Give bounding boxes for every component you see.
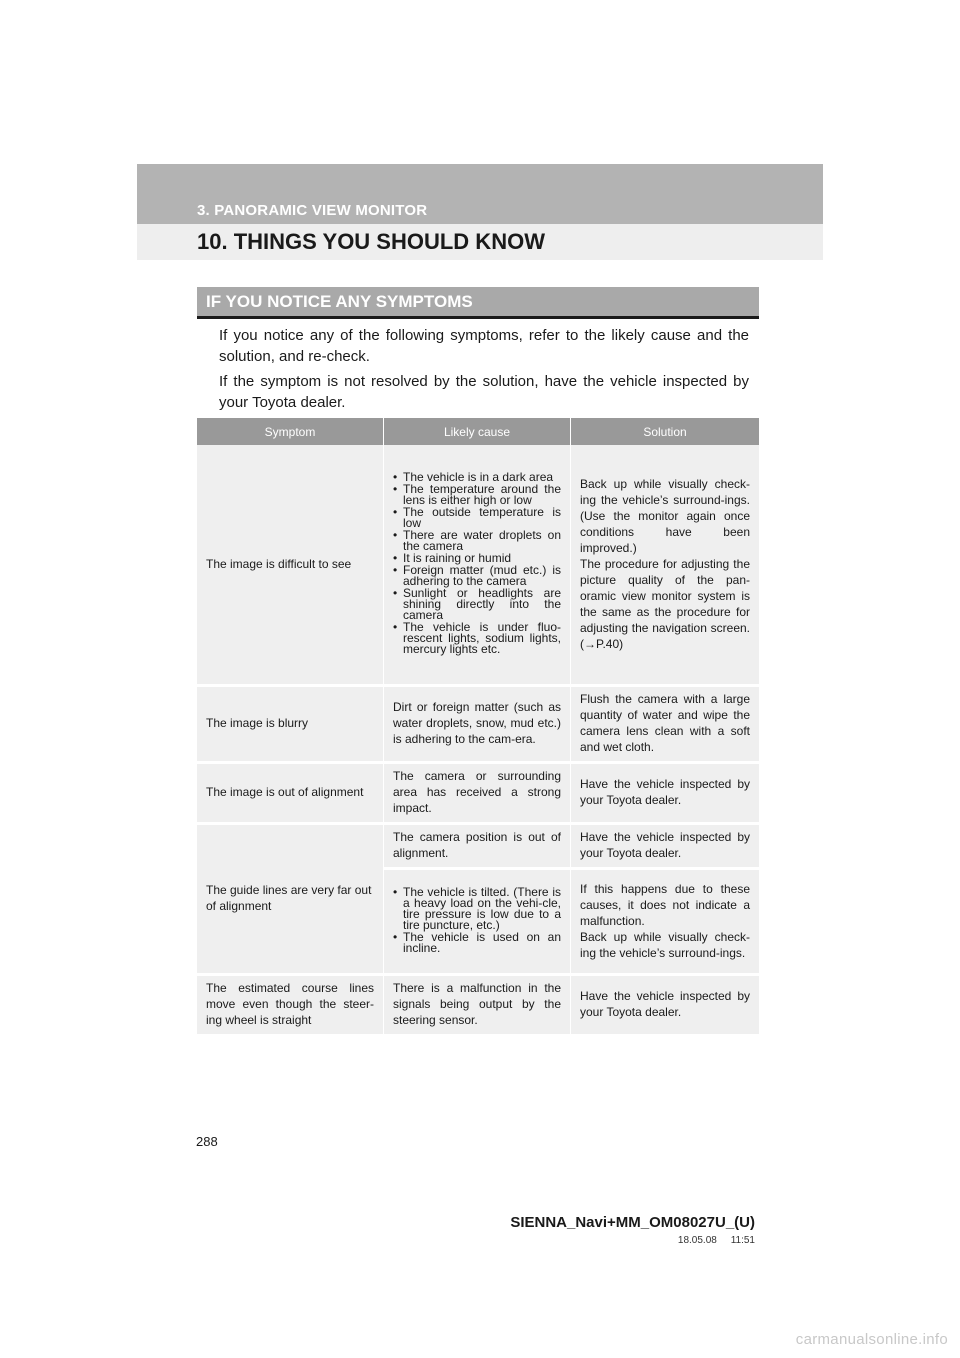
table-row	[197, 445, 759, 687]
solution-cell: Flush the camera with a large quantity of water and wipe the camera lens clean with a soft and wet cloth.	[571, 687, 759, 764]
header-solution: Solution	[571, 418, 759, 445]
page-number: 288	[196, 1134, 218, 1149]
page-title: 10. THINGS YOU SHOULD KNOW	[197, 229, 545, 254]
list-item: • Foreign matter (mud etc.) is adhering to the camera	[393, 565, 561, 587]
cause-cell: There is a malfunction in the signals being output by the steering sensor.	[384, 976, 571, 1037]
solution-cell: Have the vehicle inspected by your Toyota dealer.	[571, 764, 759, 825]
intro-paragraph-1: If you notice any of the following symptoms, refer to the likely cause and the solution, and re-check.	[219, 327, 749, 365]
solution-cell: Have the vehicle inspected by your Toyota dealer.	[571, 976, 759, 1037]
cause-list	[393, 884, 561, 955]
solution-cell: Have the vehicle inspected by your Toyota dealer.	[571, 825, 759, 870]
symptom-cell: The guide lines are very far out of alignment	[197, 825, 384, 976]
table-row	[197, 976, 759, 1037]
document-timestamp: 18.05.08 11:51	[677, 1235, 755, 1246]
section-label: 3. PANORAMIC VIEW MONITOR	[197, 202, 428, 219]
list-item: • Sunlight or headlights are shining directly into the camera	[393, 588, 561, 621]
list-item: • It is raining or humid	[393, 553, 561, 564]
document-id: SIENNA_Navi+MM_OM08027U_(U)	[510, 1214, 755, 1231]
subsection-title: IF YOU NOTICE ANY SYMPTOMS	[206, 292, 473, 311]
table-row	[197, 825, 759, 870]
table-row	[197, 687, 759, 764]
cause-cell	[384, 445, 571, 687]
list-item: • The temperature around the lens is either high or low	[393, 484, 561, 506]
title-bar	[137, 224, 823, 260]
solution-cell	[571, 870, 759, 976]
header-symptom: Symptom	[197, 418, 384, 445]
symptom-cell: The image is difficult to see	[197, 445, 384, 687]
list-item: • The outside temperature is low	[393, 507, 561, 529]
solution-cell	[571, 445, 759, 687]
cause-cell: The camera position is out of alignment.	[384, 825, 571, 870]
solution-text: If this happens due to these causes, it does not indicate a malfunction.	[580, 881, 750, 928]
solution-text: Back up while visually check-ing the vehicle’s surround-ings. (Use the monitor again once conditions have been improved.)	[580, 476, 750, 555]
list-item: • The vehicle is tilted. (There is a heavy load on the vehi-cle, tire pressure is low due to a tire puncture, etc.)	[393, 887, 561, 931]
solution-text: Back up while visually check-ing the vehicle’s surround-ings.	[580, 929, 750, 960]
watermark: carmanualsonline.info	[795, 1331, 948, 1348]
header-likely-cause: Likely cause	[384, 418, 571, 445]
cause-cell	[384, 870, 571, 976]
table-header-row	[197, 418, 759, 445]
symptom-table	[197, 418, 759, 1037]
cause-list	[393, 469, 561, 656]
header-bar	[137, 164, 823, 224]
table-row	[197, 764, 759, 825]
subsection-bar	[197, 287, 759, 319]
list-item: • The vehicle is in a dark area	[393, 472, 561, 483]
list-item: • The vehicle is under fluo-rescent lights, sodium lights, mercury lights etc.	[393, 622, 561, 655]
cause-cell: The camera or surrounding area has received a strong impact.	[384, 764, 571, 825]
symptom-cell: The estimated course lines move even though the steer-ing wheel is straight	[197, 976, 384, 1037]
list-item: • The vehicle is used on an incline.	[393, 932, 561, 954]
symptom-cell: The image is blurry	[197, 687, 384, 764]
list-item: • There are water droplets on the camera	[393, 530, 561, 552]
symptom-cell: The image is out of alignment	[197, 764, 384, 825]
intro-paragraph-2: If the symptom is not resolved by the solution, have the vehicle inspected by your Toyota dealer.	[219, 373, 749, 411]
solution-text: The procedure for adjusting the picture quality of the pan-oramic view monitor system is the same as the procedure for adjusting the navigation screen. (→P.40)	[580, 556, 750, 651]
cause-cell: Dirt or foreign matter (such as water droplets, snow, mud etc.) is adhering to the cam-era.	[384, 687, 571, 764]
